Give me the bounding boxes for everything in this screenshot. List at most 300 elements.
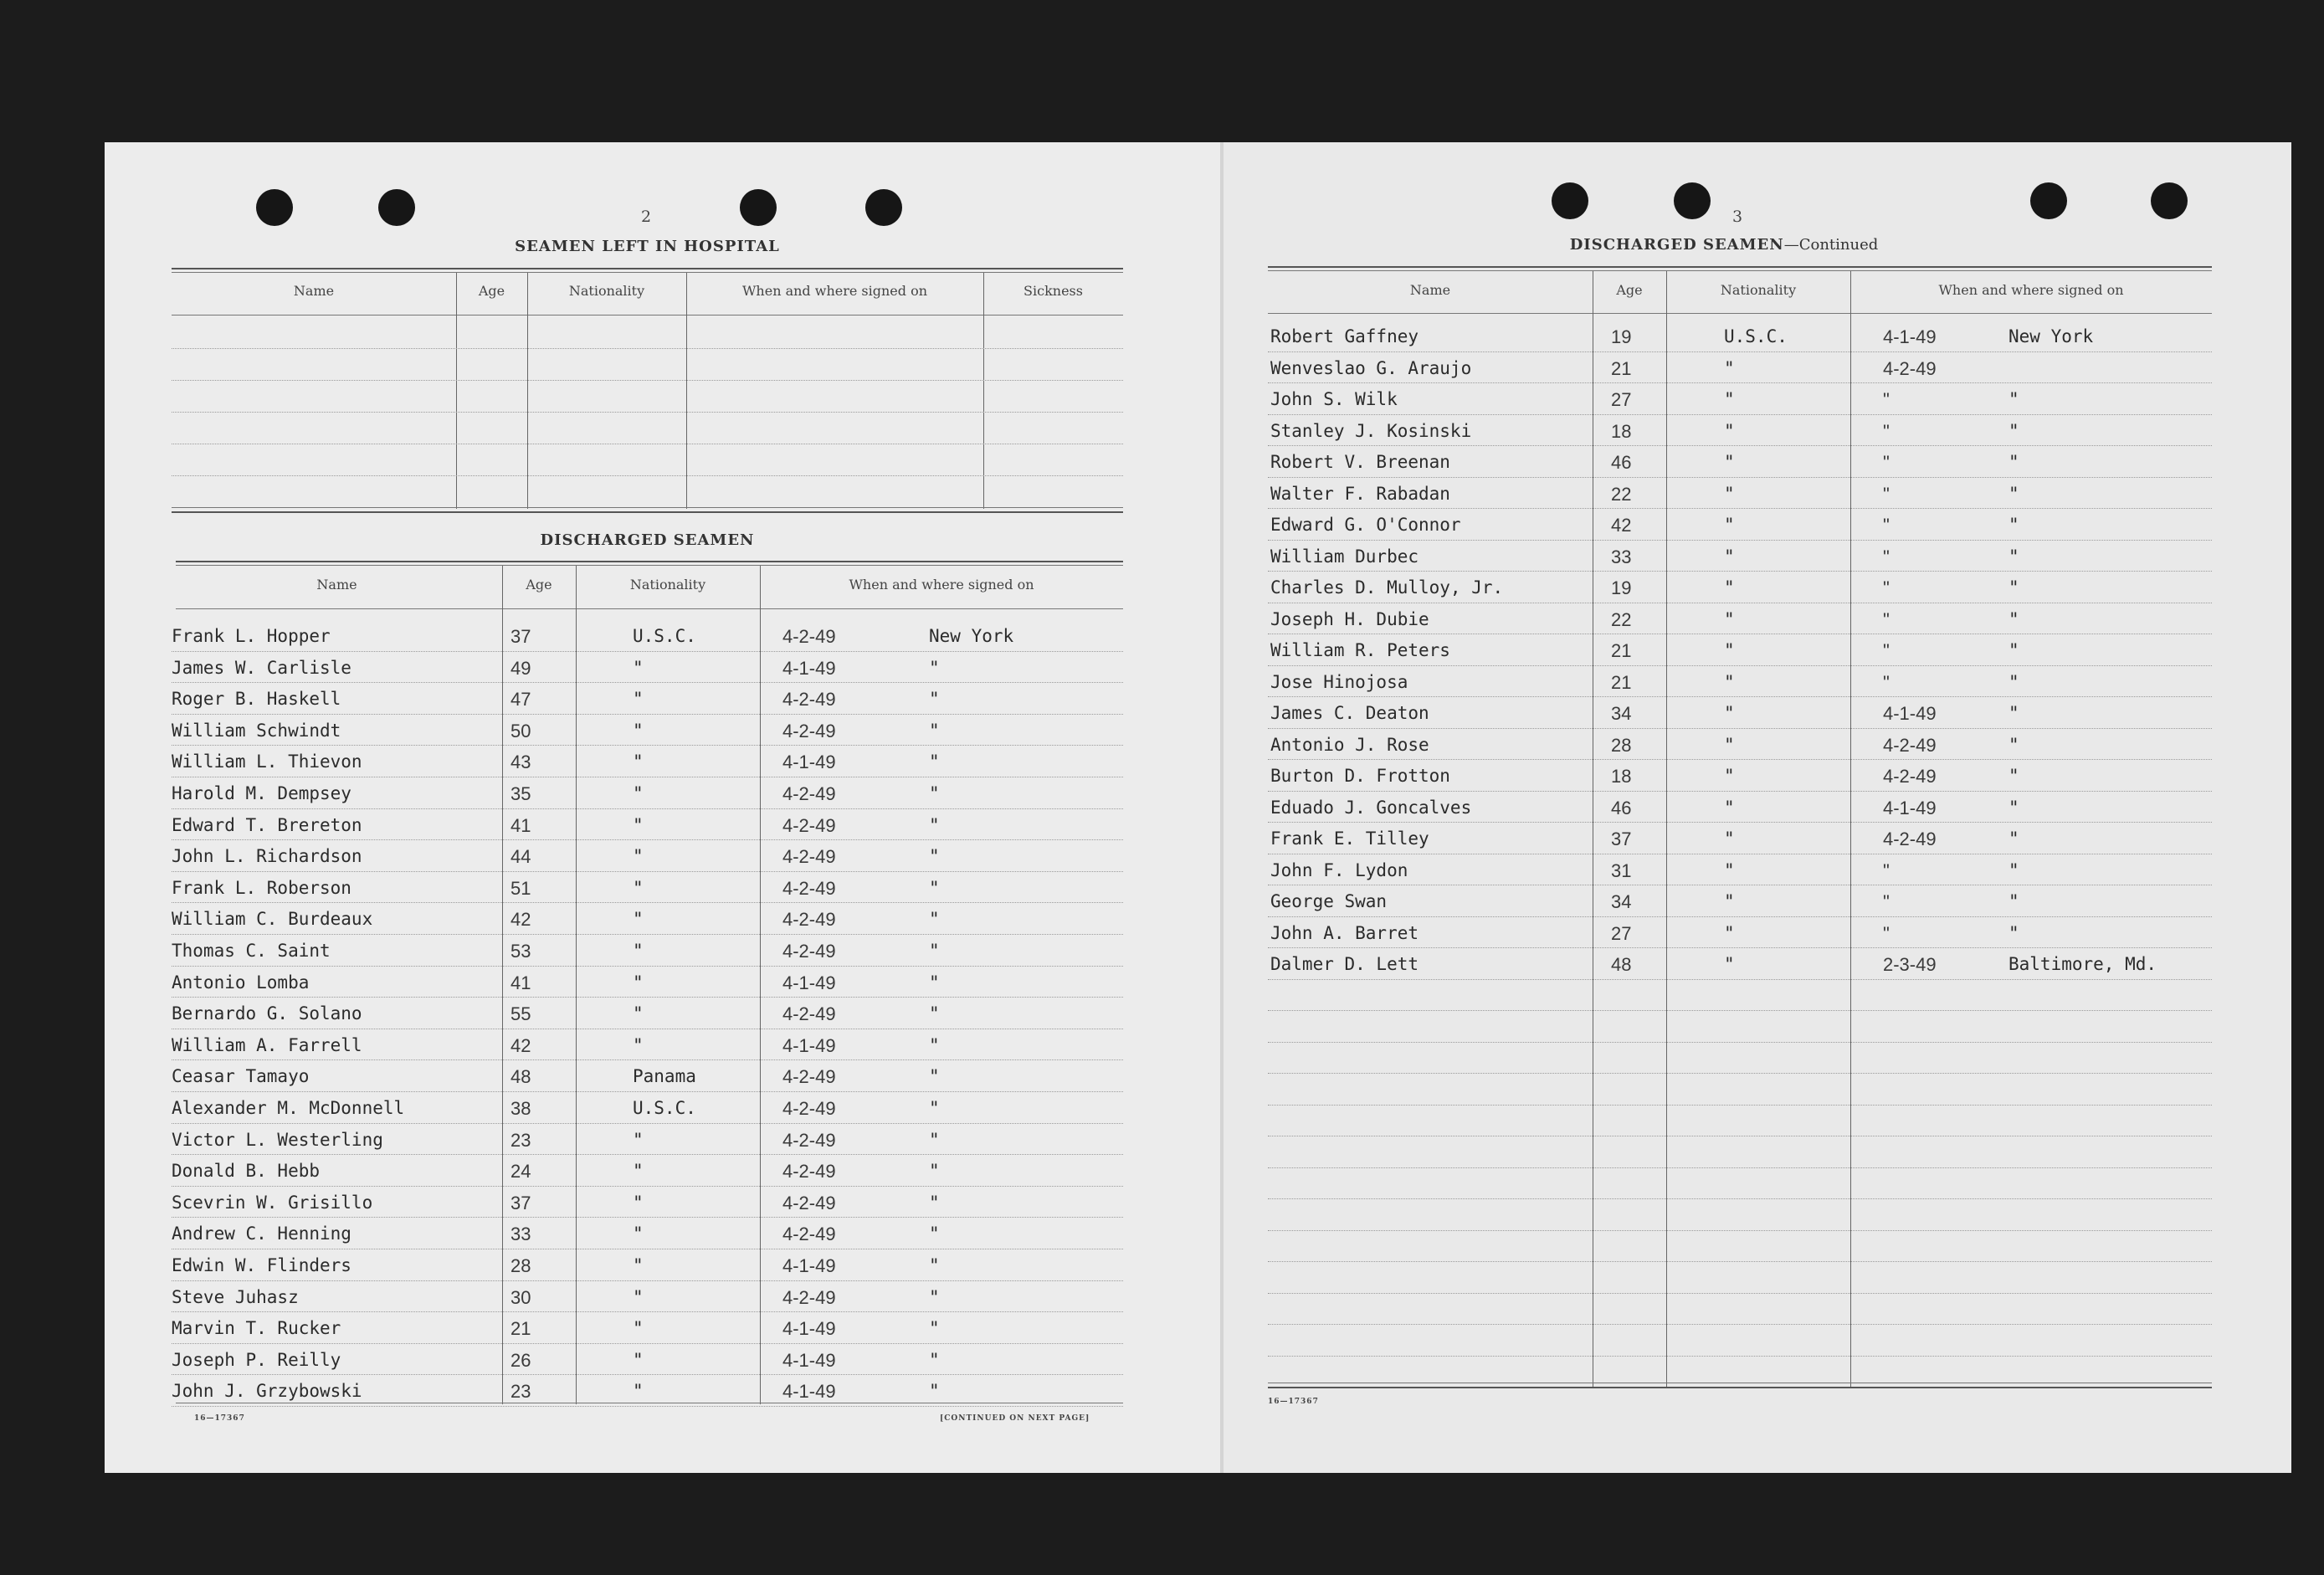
seaman-name: Walter F. Rabadan	[1270, 483, 1450, 504]
row-line	[1268, 571, 2212, 572]
seaman-nationality: "	[1724, 546, 1735, 567]
column-divider	[1666, 271, 1667, 1388]
signed-on-date: 4-1-49	[782, 657, 836, 679]
seaman-name: Wenveslao G. Araujo	[1270, 357, 1472, 378]
seaman-name: Dalmer D. Lett	[1270, 954, 1419, 974]
signed-on-place: "	[2008, 577, 2019, 598]
punch-hole	[1552, 182, 1588, 219]
seaman-name: John F. Lydon	[1270, 859, 1408, 880]
row-line	[1268, 1073, 2212, 1074]
column-divider	[576, 566, 577, 1404]
signed-on-date: 4-1-49	[782, 1318, 836, 1340]
row-line	[1268, 916, 2212, 917]
row-line	[172, 745, 1123, 746]
rule	[172, 268, 1123, 269]
rule	[1268, 1387, 2212, 1388]
row-line	[172, 1091, 1123, 1092]
rule	[1268, 270, 2212, 271]
seaman-nationality: "	[633, 720, 644, 741]
row-line	[1268, 759, 2212, 760]
seaman-age: 42	[510, 1034, 531, 1056]
signed-on-date: "	[1883, 859, 1890, 881]
rule	[172, 315, 1123, 316]
row-line	[172, 714, 1123, 715]
signed-on-place: "	[929, 1129, 940, 1150]
signed-on-date: 4-1-49	[782, 1349, 836, 1371]
signed-on-place: "	[929, 1034, 940, 1055]
seaman-nationality: "	[1724, 357, 1735, 378]
section-title-text: DISCHARGED SEAMEN	[1569, 236, 1784, 254]
row-line	[1268, 508, 2212, 509]
signed-on-place: "	[929, 972, 940, 993]
signed-on-place: "	[929, 783, 940, 803]
seaman-nationality: "	[633, 941, 644, 961]
seaman-nationality: "	[1724, 891, 1735, 911]
signed-on-date: "	[1883, 671, 1890, 693]
column-header-age: Age	[1616, 282, 1643, 298]
seaman-name: Edward G. O'Connor	[1270, 515, 1461, 535]
seaman-age: 21	[1611, 640, 1632, 661]
seaman-age: 24	[510, 1161, 531, 1183]
signed-on-place: Baltimore, Md.	[2008, 954, 2157, 974]
seaman-age: 18	[1611, 766, 1632, 787]
seaman-age: 55	[510, 1003, 531, 1025]
signed-on-date: 4-2-49	[782, 877, 836, 899]
signed-on-date: 4-2-49	[782, 1129, 836, 1151]
row-line	[1268, 1042, 2212, 1043]
signed-on-date: "	[1883, 546, 1890, 567]
row-line	[1268, 382, 2212, 383]
rule	[1268, 266, 2212, 268]
seaman-nationality: "	[1724, 766, 1735, 786]
signed-on-date: "	[1883, 483, 1890, 505]
section-title-suffix: —Continued	[1783, 236, 1879, 254]
signed-on-place: "	[929, 689, 940, 710]
seaman-nationality: U.S.C.	[1724, 326, 1788, 346]
seaman-name: Steve Juhasz	[172, 1286, 299, 1307]
signed-on-place: "	[2008, 922, 2019, 943]
row-line	[172, 380, 1123, 381]
seaman-age: 37	[1611, 829, 1632, 849]
row-line	[172, 475, 1123, 476]
rule	[172, 511, 1123, 513]
signed-on-place: "	[2008, 483, 2019, 504]
row-line	[1268, 1167, 2212, 1168]
signed-on-place: "	[2008, 829, 2019, 849]
seaman-name: John A. Barret	[1270, 922, 1419, 943]
seaman-nationality: "	[633, 1161, 644, 1182]
signed-on-place: "	[2008, 515, 2019, 535]
seaman-nationality: "	[633, 657, 644, 678]
column-divider	[456, 273, 457, 509]
signed-on-date: 4-1-49	[782, 972, 836, 993]
column-header-name: Name	[1409, 282, 1451, 298]
signed-on-date: 4-1-49	[1883, 326, 1937, 347]
row-line	[1268, 1293, 2212, 1294]
signed-on-date: 4-1-49	[782, 1255, 836, 1276]
seaman-nationality: "	[1724, 515, 1735, 535]
row-line	[1268, 696, 2212, 697]
signed-on-date: 4-2-49	[782, 814, 836, 836]
seaman-age: 42	[510, 909, 531, 931]
seaman-name: Marvin T. Rucker	[172, 1318, 341, 1339]
seaman-name: Andrew C. Henning	[172, 1224, 351, 1244]
signed-on-place: "	[2008, 420, 2019, 441]
rule	[176, 565, 1123, 566]
signed-on-place: "	[929, 1161, 940, 1182]
column-divider	[686, 273, 687, 509]
seaman-nationality: "	[1724, 483, 1735, 504]
signed-on-place: "	[929, 814, 940, 835]
signed-on-place: "	[929, 1066, 940, 1087]
seaman-age: 49	[510, 657, 531, 679]
seaman-nationality: "	[1724, 608, 1735, 629]
page-number: 3	[1732, 208, 1743, 226]
seaman-nationality: "	[633, 689, 644, 710]
row-line	[172, 1374, 1123, 1375]
page-fold	[1220, 142, 1224, 1473]
seaman-age: 26	[510, 1349, 531, 1371]
seaman-age: 38	[510, 1098, 531, 1119]
seaman-name: William Durbec	[1270, 546, 1419, 567]
seaman-nationality: "	[1724, 859, 1735, 880]
seaman-nationality: "	[633, 1381, 644, 1402]
seaman-age: 43	[510, 752, 531, 773]
column-header-age: Age	[478, 283, 505, 299]
signed-on-date: 4-2-49	[782, 689, 836, 711]
seaman-age: 46	[1611, 797, 1632, 818]
signed-on-date: 4-2-49	[782, 846, 836, 868]
signed-on-date: 4-2-49	[782, 1286, 836, 1308]
signed-on-place: "	[2008, 734, 2019, 755]
seaman-nationality: "	[1724, 797, 1735, 818]
signed-on-place: "	[929, 1192, 940, 1213]
signed-on-place: "	[2008, 859, 2019, 880]
seaman-nationality: "	[633, 1129, 644, 1150]
seaman-name: Frank L. Hopper	[172, 626, 331, 646]
row-line	[172, 651, 1123, 652]
seaman-nationality: "	[633, 752, 644, 772]
seaman-name: Ceasar Tamayo	[172, 1066, 310, 1087]
seaman-name: Edwin W. Flinders	[172, 1255, 351, 1275]
form-number: 16—17367	[194, 1414, 245, 1423]
signed-on-date: 4-2-49	[782, 1192, 836, 1213]
seaman-age: 27	[1611, 922, 1632, 944]
seaman-age: 41	[510, 972, 531, 993]
column-divider	[760, 566, 761, 1404]
seaman-nationality: "	[633, 783, 644, 803]
seaman-age: 42	[1611, 515, 1632, 536]
signed-on-date: "	[1883, 452, 1890, 473]
signed-on-date: 4-1-49	[782, 1381, 836, 1403]
signed-on-place: "	[929, 1381, 940, 1402]
seaman-age: 46	[1611, 452, 1632, 473]
seaman-age: 51	[510, 877, 531, 899]
signed-on-date: "	[1883, 608, 1890, 630]
column-divider	[502, 566, 503, 1404]
row-line	[1268, 1324, 2212, 1325]
seaman-age: 48	[1611, 954, 1632, 975]
row-line	[1268, 477, 2212, 478]
signed-on-place: "	[2008, 766, 2019, 786]
seaman-name: Scevrin W. Grisillo	[172, 1192, 373, 1213]
seaman-nationality: "	[633, 972, 644, 993]
seaman-nationality: "	[633, 846, 644, 867]
row-line	[1268, 1356, 2212, 1357]
signed-on-place: New York	[2008, 326, 2094, 346]
signed-on-place: "	[2008, 389, 2019, 409]
row-line	[172, 1280, 1123, 1281]
row-line	[1268, 665, 2212, 666]
row-line	[1268, 728, 2212, 729]
continued-note: [CONTINUED ON NEXT PAGE]	[940, 1414, 1090, 1423]
signed-on-date: 4-2-49	[782, 626, 836, 647]
seaman-name: Antonio Lomba	[172, 972, 310, 993]
seaman-age: 33	[510, 1224, 531, 1245]
seaman-age: 22	[1611, 608, 1632, 630]
punch-hole	[256, 189, 293, 226]
seaman-name: Frank L. Roberson	[172, 877, 351, 898]
seaman-nationality: "	[1724, 829, 1735, 849]
seaman-name: Antonio J. Rose	[1270, 734, 1429, 755]
seaman-nationality: "	[633, 1286, 644, 1307]
row-line	[172, 902, 1123, 903]
seaman-age: 28	[510, 1255, 531, 1276]
seaman-age: 19	[1611, 577, 1632, 598]
seaman-age: 21	[1611, 671, 1632, 693]
seaman-age: 18	[1611, 420, 1632, 442]
seaman-name: James C. Deaton	[1270, 703, 1429, 723]
row-line	[172, 1311, 1123, 1312]
seaman-name: Joseph H. Dubie	[1270, 608, 1429, 629]
seaman-name: William C. Burdeaux	[172, 909, 373, 930]
rule	[176, 561, 1123, 562]
signed-on-place: "	[2008, 546, 2019, 567]
seaman-name: William Schwindt	[172, 720, 341, 741]
seaman-nationality: "	[633, 909, 644, 930]
seaman-name: Thomas C. Saint	[172, 941, 331, 961]
signed-on-place: "	[929, 1003, 940, 1024]
row-line	[1268, 1198, 2212, 1199]
signed-on-place: "	[2008, 797, 2019, 818]
signed-on-place: "	[929, 1098, 940, 1118]
page-number: 2	[641, 208, 652, 226]
signed-on-place: "	[929, 909, 940, 930]
seaman-nationality: "	[1724, 420, 1735, 441]
signed-on-date: 4-2-49	[1883, 357, 1937, 379]
row-line	[172, 966, 1123, 967]
seaman-name: John J. Grzybowski	[172, 1381, 362, 1402]
punch-hole	[1674, 182, 1711, 219]
signed-on-date: 4-2-49	[1883, 766, 1937, 787]
seaman-age: 33	[1611, 546, 1632, 567]
seaman-nationality: "	[633, 1224, 644, 1244]
form-number: 16—17367	[1268, 1398, 1319, 1406]
signed-on-date: 4-2-49	[782, 1098, 836, 1119]
signed-on-place: "	[2008, 671, 2019, 692]
row-line	[172, 997, 1123, 998]
column-header-signed-on: When and where signed on	[1938, 282, 2124, 298]
seaman-age: 34	[1611, 891, 1632, 912]
column-header-sickness: Sickness	[1023, 283, 1083, 299]
seaman-age: 21	[1611, 357, 1632, 379]
seaman-age: 48	[510, 1066, 531, 1088]
seaman-name: William R. Peters	[1270, 640, 1450, 660]
seaman-age: 23	[510, 1381, 531, 1403]
seaman-name: Eduado J. Goncalves	[1270, 797, 1472, 818]
seaman-nationality: "	[1724, 389, 1735, 409]
discharged-section-title: DISCHARGED SEAMEN	[540, 531, 755, 549]
row-line	[172, 1217, 1123, 1218]
signed-on-place: "	[929, 1255, 940, 1275]
signed-on-place: "	[2008, 608, 2019, 629]
seaman-name: William A. Farrell	[172, 1034, 362, 1055]
seaman-nationality: "	[1724, 954, 1735, 974]
seaman-age: 41	[510, 814, 531, 836]
seaman-name: George Swan	[1270, 891, 1388, 911]
signed-on-date: 4-1-49	[1883, 703, 1937, 724]
column-header-signed-on: When and where signed on	[849, 577, 1034, 593]
signed-on-place: New York	[929, 626, 1014, 646]
seaman-nationality: "	[1724, 577, 1735, 598]
seaman-name: Charles D. Mulloy, Jr.	[1270, 577, 1504, 598]
seaman-name: Robert Gaffney	[1270, 326, 1419, 346]
seaman-name: Stanley J. Kosinski	[1270, 420, 1472, 441]
seaman-name: Donald B. Hebb	[172, 1161, 321, 1182]
signed-on-date: 4-1-49	[782, 752, 836, 773]
signed-on-place: "	[929, 720, 940, 741]
seaman-age: 53	[510, 941, 531, 962]
signed-on-date: 4-2-49	[1883, 734, 1937, 756]
signed-on-place: "	[929, 657, 940, 678]
seaman-name: William L. Thievon	[172, 752, 362, 772]
seaman-name: Robert V. Breenan	[1270, 452, 1450, 472]
signed-on-place: "	[929, 752, 940, 772]
seaman-name: Victor L. Westerling	[172, 1129, 383, 1150]
row-line	[1268, 979, 2212, 980]
row-line	[172, 348, 1123, 349]
row-line	[1268, 1230, 2212, 1231]
seaman-age: 37	[510, 626, 531, 647]
seaman-age: 28	[1611, 734, 1632, 756]
seaman-name: John S. Wilk	[1270, 389, 1398, 409]
signed-on-place: "	[2008, 640, 2019, 660]
rule	[176, 608, 1123, 609]
row-line	[1268, 947, 2212, 948]
seaman-nationality: "	[1724, 671, 1735, 692]
row-line	[172, 871, 1123, 872]
punch-hole	[2030, 182, 2067, 219]
signed-on-place: "	[929, 941, 940, 961]
seaman-nationality: "	[633, 814, 644, 835]
punch-hole	[865, 189, 902, 226]
signed-on-date: 4-2-49	[1883, 829, 1937, 849]
seaman-nationality: "	[1724, 703, 1735, 723]
seaman-age: 30	[510, 1286, 531, 1308]
seaman-age: 50	[510, 720, 531, 741]
signed-on-date: "	[1883, 922, 1890, 944]
seaman-name: Alexander M. McDonnell	[172, 1098, 405, 1118]
seaman-nationality: "	[633, 1034, 644, 1055]
signed-on-place: "	[929, 1349, 940, 1370]
row-line	[172, 1406, 1123, 1407]
signed-on-date: 4-2-49	[782, 1003, 836, 1025]
seaman-nationality: "	[633, 1255, 644, 1275]
row-line	[172, 1186, 1123, 1187]
signed-on-date: "	[1883, 640, 1890, 661]
row-line	[172, 412, 1123, 413]
row-line	[1268, 822, 2212, 823]
rule	[172, 507, 1123, 508]
row-line	[1268, 1105, 2212, 1106]
signed-on-date: "	[1883, 389, 1890, 410]
signed-on-date: 4-2-49	[782, 909, 836, 931]
seaman-nationality: U.S.C.	[633, 626, 696, 646]
punch-hole	[2151, 182, 2188, 219]
column-header-name: Name	[293, 283, 335, 299]
signed-on-date: 4-1-49	[1883, 797, 1937, 818]
punch-hole	[378, 189, 415, 226]
seaman-nationality: "	[633, 1349, 644, 1370]
seaman-nationality: "	[633, 877, 644, 898]
seaman-nationality: Panama	[633, 1066, 696, 1087]
row-line	[172, 1154, 1123, 1155]
seaman-name: Burton D. Frotton	[1270, 766, 1450, 786]
seaman-nationality: "	[1724, 452, 1735, 472]
signed-on-date: 4-2-49	[782, 1224, 836, 1245]
signed-on-date: 4-2-49	[782, 1161, 836, 1183]
column-header-name: Name	[316, 577, 357, 593]
discharged-continued-title	[1268, 236, 2180, 254]
seaman-nationality: "	[633, 1318, 644, 1339]
signed-on-date: 4-2-49	[782, 720, 836, 741]
signed-on-place: "	[2008, 452, 2019, 472]
row-line	[172, 682, 1123, 683]
row-line	[1268, 540, 2212, 541]
row-line	[172, 934, 1123, 935]
column-divider	[527, 273, 528, 509]
signed-on-place: "	[2008, 703, 2019, 723]
signed-on-place: "	[2008, 891, 2019, 911]
signed-on-date: "	[1883, 891, 1890, 912]
seaman-name: Edward T. Brereton	[172, 814, 362, 835]
seaman-name: Bernardo G. Solano	[172, 1003, 362, 1024]
signed-on-place: "	[929, 877, 940, 898]
signed-on-date: "	[1883, 515, 1890, 536]
seaman-nationality: "	[633, 1003, 644, 1024]
seaman-age: 47	[510, 689, 531, 711]
signed-on-date: 4-2-49	[782, 1066, 836, 1088]
rule	[172, 272, 1123, 273]
seaman-name: Harold M. Dempsey	[172, 783, 351, 803]
seaman-name: Joseph P. Reilly	[172, 1349, 341, 1370]
row-line	[172, 1059, 1123, 1060]
seaman-age: 21	[510, 1318, 531, 1340]
seaman-age: 35	[510, 783, 531, 804]
seaman-nationality: "	[1724, 734, 1735, 755]
signed-on-place: "	[929, 1224, 940, 1244]
row-line	[1268, 1010, 2212, 1011]
seaman-age: 23	[510, 1129, 531, 1151]
column-header-age: Age	[526, 577, 552, 593]
signed-on-place: "	[929, 846, 940, 867]
row-line	[1268, 791, 2212, 792]
seaman-age: 22	[1611, 483, 1632, 505]
seaman-age: 34	[1611, 703, 1632, 724]
row-line	[1268, 445, 2212, 446]
row-line	[172, 808, 1123, 809]
column-header-nationality: Nationality	[629, 577, 706, 593]
